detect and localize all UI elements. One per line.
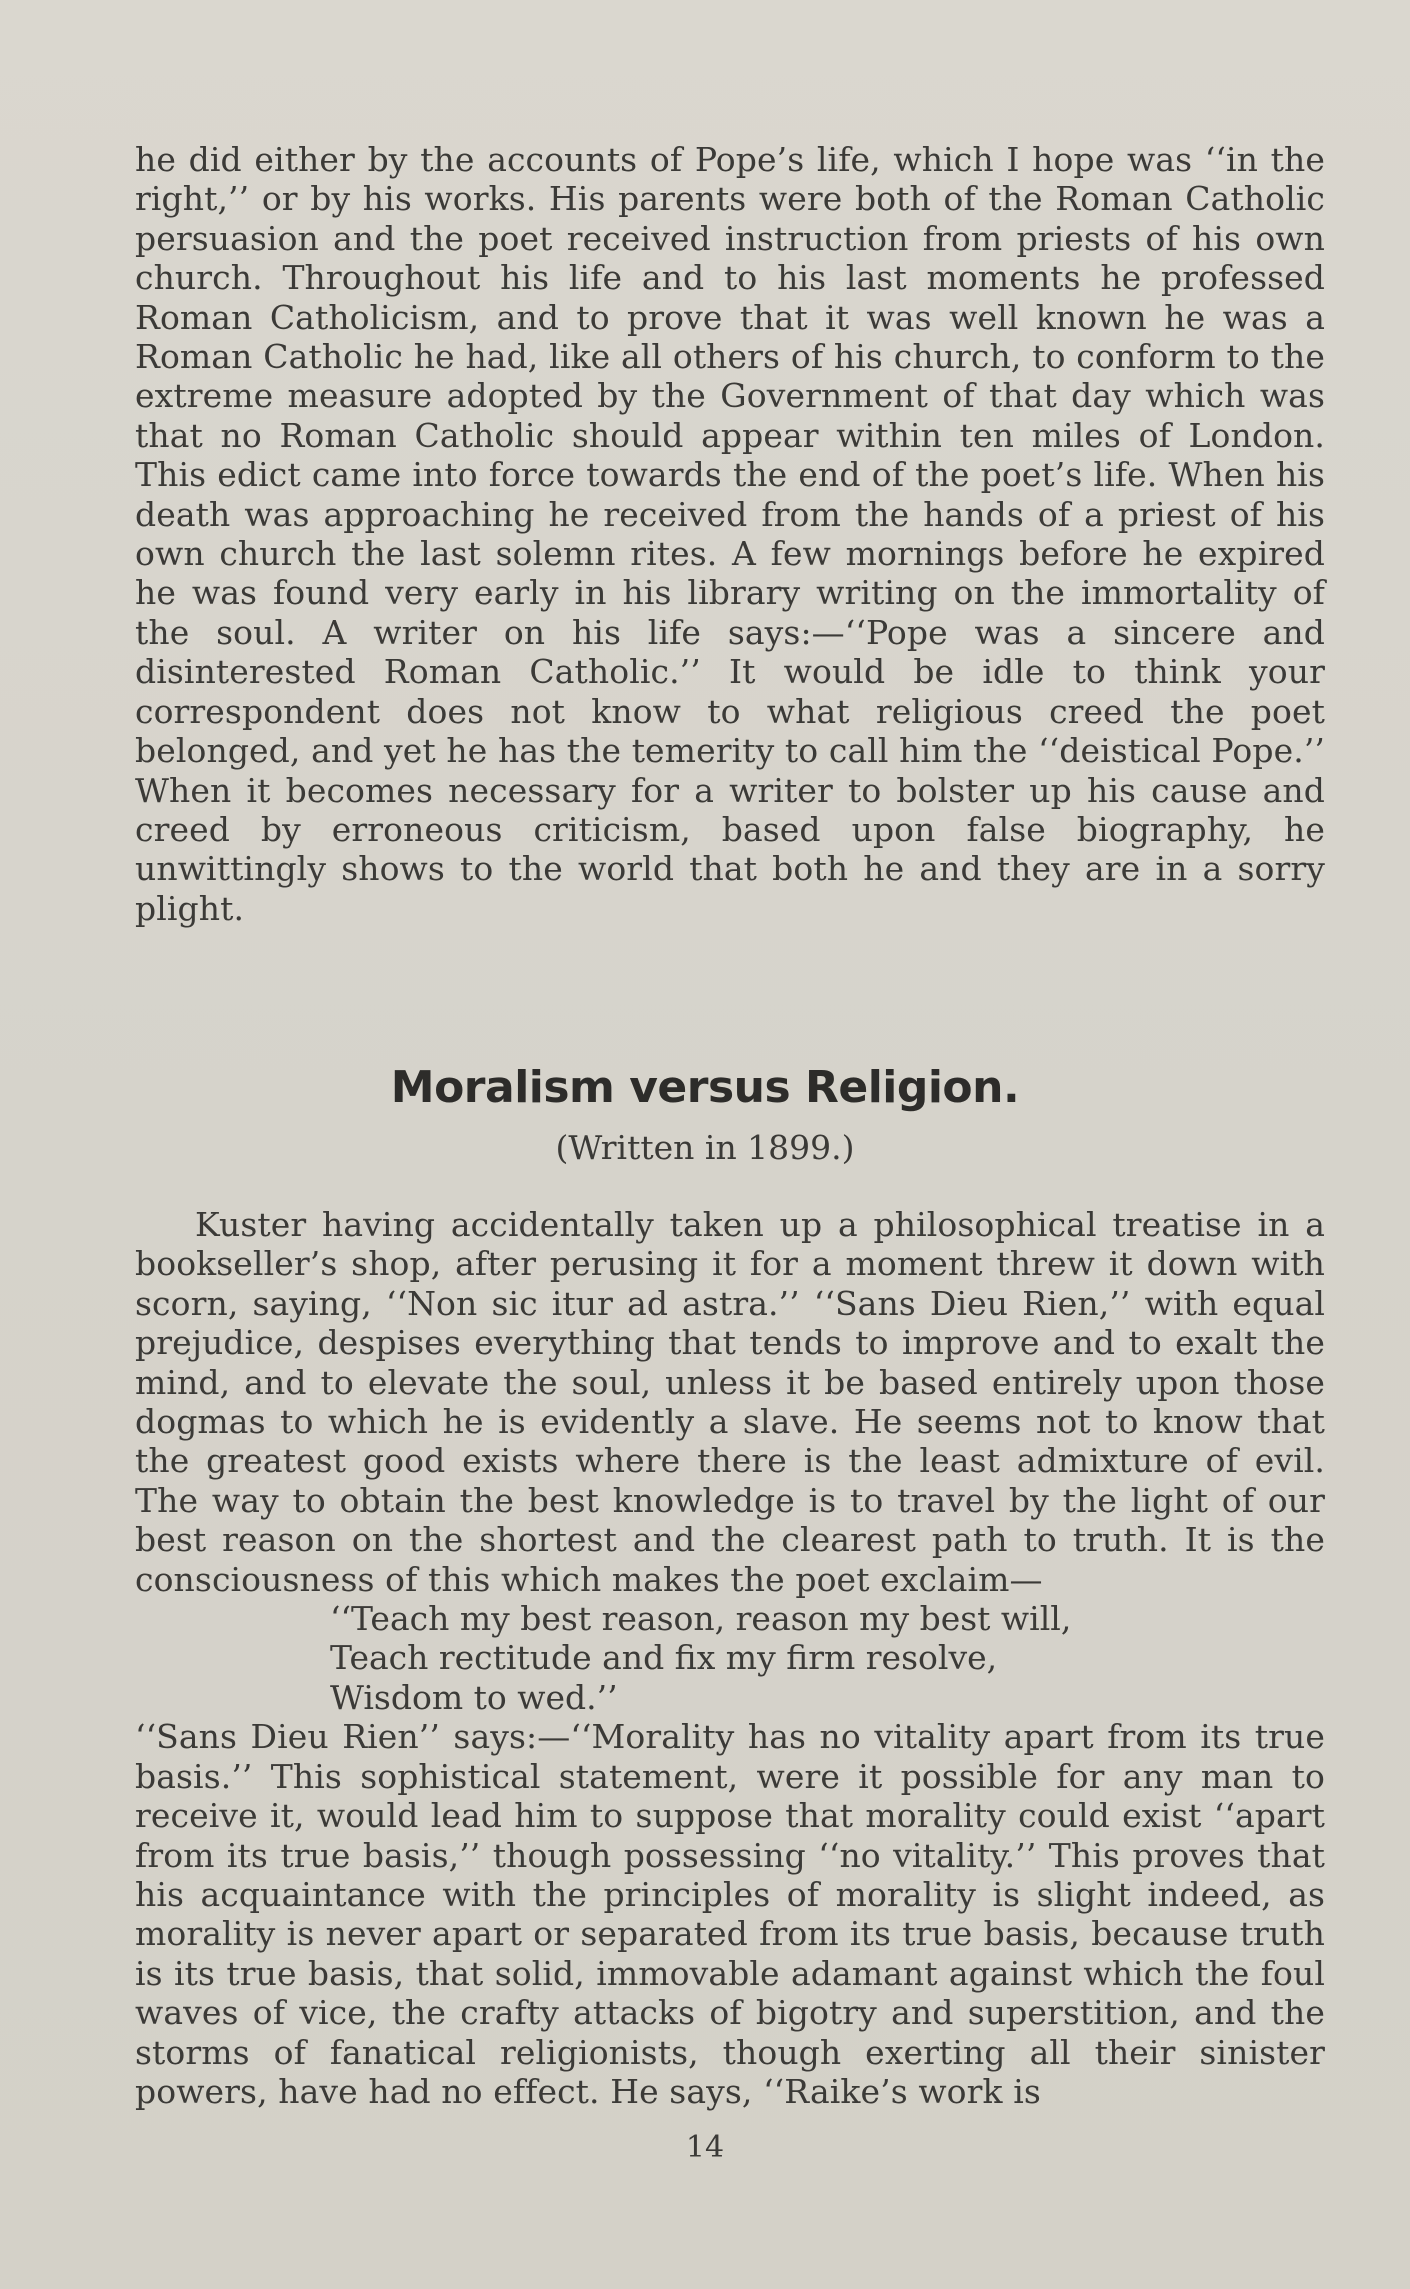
article-title: Moralism versus Religion. <box>390 1062 1020 1113</box>
quote-line: Wisdom to wed.’’ <box>330 1677 618 1717</box>
intro-paragraph: Kuster having accidentally taken up a philosophical treatise in a bookseller’s shop, after perusing it for a moment threw it down with scorn, saying, ‘‘Non sic itur ad astra.’’ ‘‘Sans Dieu Rien,’’ with equal prejudice, despises everything that tends to improve and to exalt the mind, and to elevate the soul, unless it be based entirely upon those dogmas to which he is evidently a slave. He seems not to know that the greatest good exists where there is the least admixture of evil. The way to obtain the best knowledge is to travel by the light of our best reason on the shortest and the clearest path to truth. It is the consciousness of this which makes the poet exclaim— <box>135 1205 1325 1599</box>
poem-quote <box>135 1599 1325 1717</box>
quote-line: Teach rectitude and fix my firm resolve, <box>330 1638 998 1678</box>
top-text-block <box>135 140 1325 928</box>
closing-paragraph: ‘‘Sans Dieu Rien’’ says:—‘‘Morality has no vitality apart from its true basis.’’ This sophistical statement, were it possible for any man to receive it, would lead him to suppose that morality could exist ‘‘apart from its true basis,’’ though possessing ‘‘no vitality.’’ This proves that his acquaintance with the principles of morality is slight indeed, as morality is never apart or separated from its true basis, because truth is its true basis, that solid, immovable adamant against which the foul waves of vice, the crafty attacks of bigotry and superstition, and the storms of fanatical religionists, though exerting all their sinister powers, have had no effect. He says, ‘‘Raike’s work is <box>135 1717 1325 2111</box>
article-body <box>135 1205 1325 2111</box>
page-number: 14 <box>685 2130 725 2165</box>
article-subtitle: (Written in 1899.) <box>555 1128 855 1167</box>
quote-line: ‘‘Teach my best reason, reason my best will, <box>330 1599 1072 1639</box>
top-paragraph: he did either by the accounts of Pope’s life, which I hope was ‘‘in the right,’’ or by his works. His parents were both of the Roman Catholic persuasion and the poet received instruction from priests of his own church. Throughout his life and to his last moments he professed Roman Catholicism, and to prove that it was well known he was a Roman Catholic he had, like all others of his church, to conform to the extreme measure adopted by the Government of that day which was that no Roman Catholic should appear within ten miles of London. This edict came into force towards the end of the poet’s life. When his death was approaching he received from the hands of a priest of his own church the last solemn rites. A few mornings before he expired he was found very early in his library writing on the immortality of the soul. A writer on his life says:—‘‘Pope was a sincere and disinterested Roman Catholic.’’ It would be idle to think your correspondent does not know to what religious creed the poet belonged, and yet he has the temerity to call him the ‘‘deistical Pope.’’ When it becomes necessary for a writer to bolster up his cause and creed by erroneous criticism, based upon false biography, he unwittingly shows to the world that both he and they are in a sorry plight. <box>135 140 1325 928</box>
